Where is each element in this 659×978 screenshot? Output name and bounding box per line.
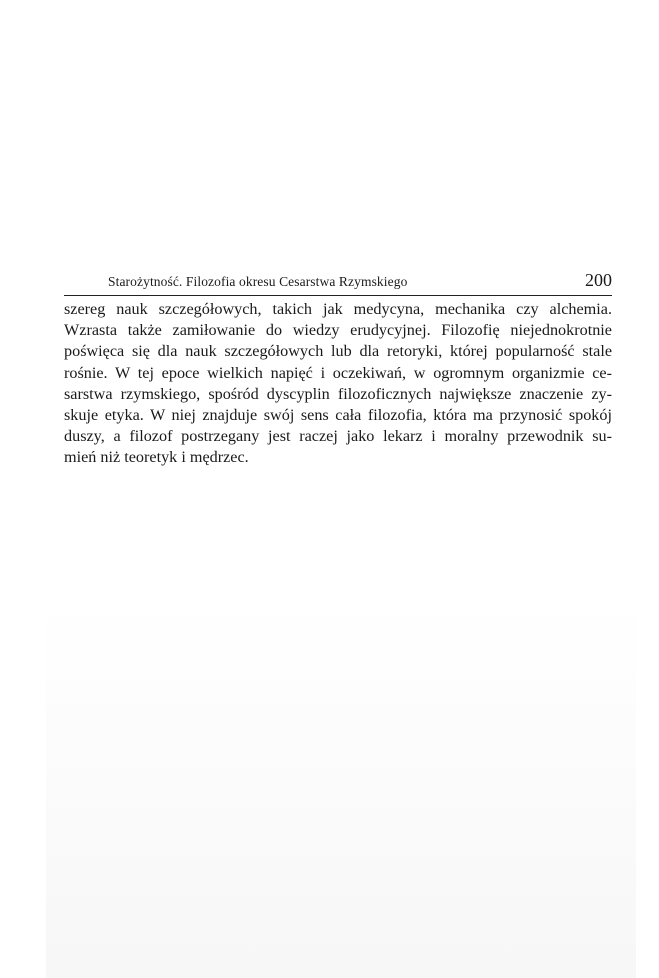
text-line: rośnie. W tej epoce wielkich napięć i oczekiwań, w ogromnym organizmie ce- [64,363,612,382]
text-line: poświęca się dla nauk szczegółowych lub dla retoryki, której popularność stale [64,342,612,361]
body-paragraph [64,299,612,469]
text-line: skuje etyka. W niej znajduje swój sens cała filozofia, która ma przynosić spokój [64,405,612,424]
text-line: duszy, a filozof postrzegany jest raczej jako lekarz i moralny przewodnik su- [64,427,612,446]
text-line-last: mień niż teoretyk i mędrzec. [64,448,249,467]
text-line: szereg nauk szczegółowych, takich jak medycyna, mechanika czy alchemia. [64,300,612,318]
text-line: sarstwa rzymskiego, spośród dyscyplin filozoficznych największe znaczenie zy- [64,384,612,403]
running-title: Starożytność. Filozofia okresu Cesarstwa Rzymskiego [108,274,408,289]
running-header [64,270,612,294]
header-rule [64,295,612,296]
page-number: 200 [585,270,612,290]
page-background [46,600,636,978]
text-line: Wzrasta także zamiłowanie do wiedzy erudycyjnej. Filozofię niejednokrotnie [64,321,612,340]
